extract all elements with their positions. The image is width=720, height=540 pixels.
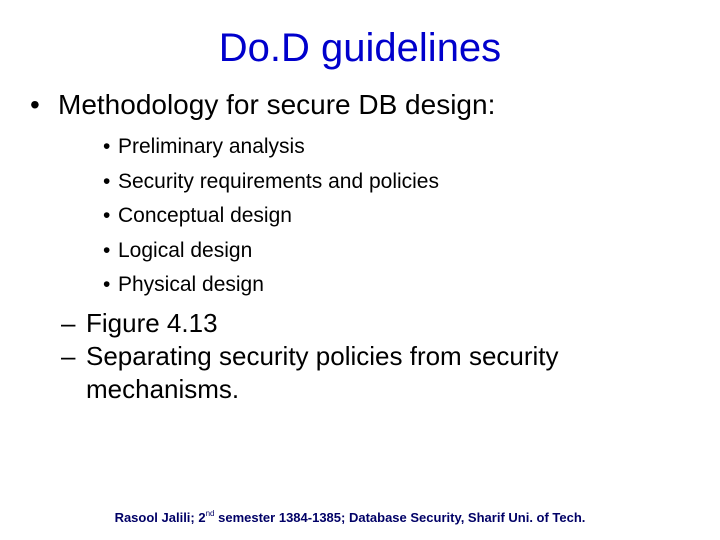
- footer-text-start: Rasool Jalili; 2: [114, 510, 206, 525]
- slide-footer: [0, 510, 700, 525]
- list-item: [103, 199, 439, 234]
- dash-marker: –: [61, 341, 76, 371]
- bullet-marker: •: [103, 204, 111, 227]
- list-item-text: Security requirements and policies: [118, 169, 439, 193]
- list-item-text: Figure 4.13: [86, 308, 218, 338]
- main-bullet-text: Methodology for secure DB design:: [58, 89, 496, 120]
- design-steps-list: [103, 130, 439, 303]
- list-item-text: Logical design: [118, 238, 253, 262]
- footer-superscript: nd: [205, 509, 215, 518]
- bullet-marker: •: [103, 273, 111, 296]
- bullet-marker: •: [103, 135, 111, 158]
- notes-list: [61, 307, 661, 406]
- list-item: [103, 130, 439, 165]
- list-item: [103, 165, 439, 200]
- dash-marker: –: [61, 308, 76, 338]
- list-item: [103, 234, 439, 269]
- list-item-text: Conceptual design: [118, 204, 292, 227]
- bullet-marker: •: [103, 238, 111, 262]
- bullet-marker: •: [30, 89, 40, 120]
- list-item-text: Preliminary analysis: [118, 135, 305, 158]
- list-item: [61, 340, 661, 406]
- bullet-marker: •: [103, 169, 111, 193]
- list-item: [61, 307, 661, 340]
- list-item-text: Separating security policies from security mechanisms.: [86, 341, 559, 404]
- main-bullet: [30, 87, 495, 123]
- list-item: [103, 268, 439, 303]
- list-item-text: Physical design: [118, 273, 264, 296]
- footer-text-end: semester 1384-1385; Database Security, Sharif Uni. of Tech.: [214, 510, 586, 525]
- slide-title: Do.D guidelines: [218, 26, 502, 70]
